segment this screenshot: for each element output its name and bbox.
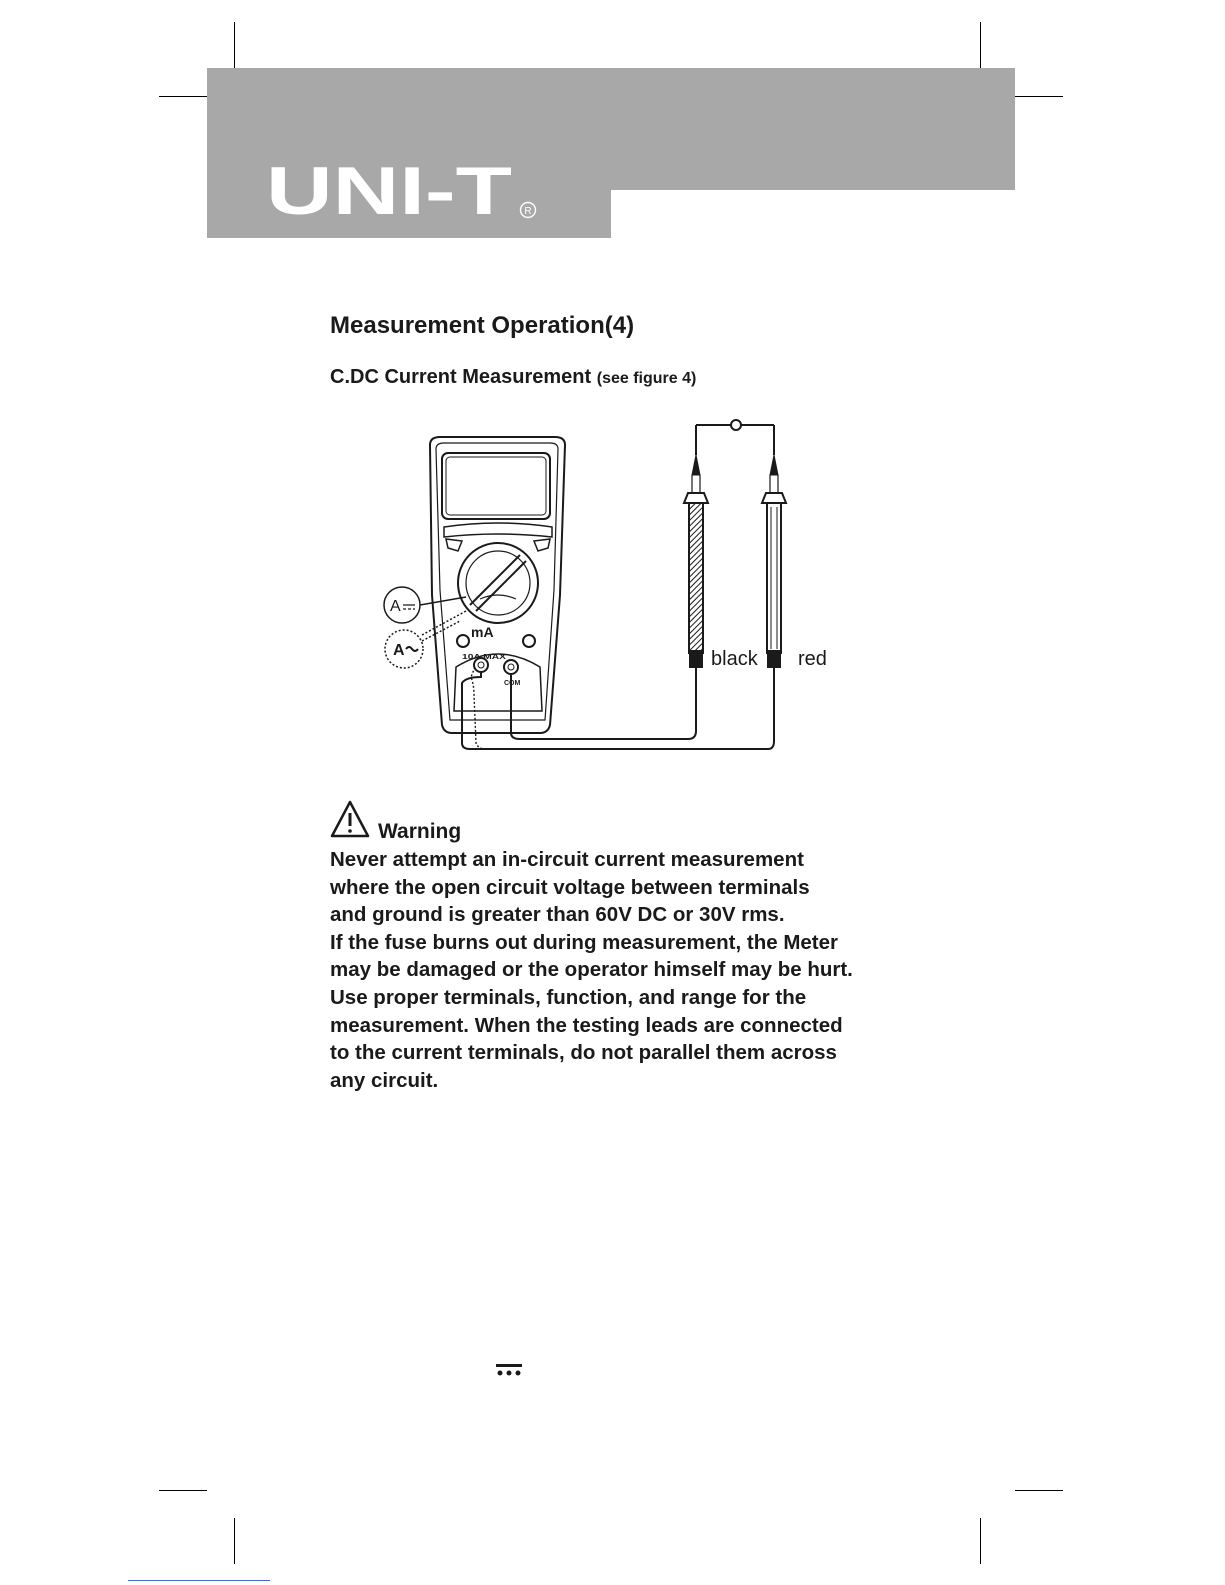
- probe-red-handle: [767, 503, 781, 653]
- section-title-text: C.DC Current Measurement: [330, 366, 592, 388]
- warning-body: [330, 846, 930, 1094]
- bottom-edge-line: [128, 1580, 270, 1581]
- meter-body: [430, 437, 565, 733]
- meter-button-bar: [444, 523, 552, 537]
- probe-red-end: [768, 651, 780, 667]
- figure-dc-current-measurement: [370, 415, 850, 765]
- probe-red-guard: [762, 493, 786, 503]
- probe-red-handle-lines: [771, 507, 777, 649]
- warning-line: may be damaged or the operator himself may be hurt.: [330, 958, 853, 982]
- crop-mark-bottom-right-vertical: [980, 1518, 981, 1564]
- probe-black-handle: [689, 503, 703, 653]
- warning-line: If the fuse burns out during measurement, the Meter: [330, 930, 839, 954]
- warning-line: to the current terminals, do not parallel them across: [330, 1041, 837, 1065]
- meter-display: [442, 453, 550, 519]
- meter-display-inner: [446, 457, 546, 515]
- meter-button-left: [446, 539, 462, 551]
- callout-line-dc-amps: [420, 597, 466, 605]
- circuit-load-icon: [731, 420, 741, 430]
- warning-line: Never attempt an in-circuit current measurement: [330, 848, 804, 871]
- terminal-ma: [457, 635, 469, 647]
- terminal-com: [504, 660, 518, 674]
- terminal-ma-label: mA: [471, 624, 494, 640]
- crop-mark-top-left-horizontal: [159, 96, 207, 97]
- crop-mark-bottom-left-vertical: [234, 1518, 235, 1564]
- meter-button-right: [534, 539, 550, 551]
- figure-reference: (see figure 4): [596, 370, 697, 387]
- terminals-panel: [454, 654, 542, 711]
- lead-wire-10a-dotted: [471, 667, 486, 749]
- warning-line: and ground is greater than 60V DC or 30V rms.: [330, 903, 785, 927]
- warning-line: where the open circuit voltage between terminals: [330, 875, 810, 899]
- dc-current-symbol-icon: [496, 1362, 522, 1378]
- warning-line: measurement. When the testing leads are connected: [330, 1013, 843, 1037]
- warning-line: any circuit.: [330, 1068, 439, 1092]
- probe-black-guard: [684, 493, 708, 503]
- callout-dc-amps-label: A: [390, 598, 401, 615]
- probe-black-shaft: [692, 475, 700, 493]
- lead-black-label: black: [711, 648, 758, 670]
- rotary-pointer: [470, 555, 526, 611]
- terminal-10a-label: 10A MAX: [462, 654, 507, 661]
- terminal-com-label: COM: [504, 680, 521, 687]
- meter-inner-outline: [436, 443, 558, 720]
- warning-header: [330, 800, 630, 842]
- logo-text: UNI-T: [266, 162, 512, 222]
- rotary-dial: [458, 543, 538, 623]
- crop-mark-bottom-left-horizontal: [159, 1490, 207, 1491]
- probe-tips: [692, 455, 778, 475]
- terminal-10a-inner: [478, 662, 484, 668]
- warning-line: Use proper terminals, function, and range for the: [330, 985, 807, 1009]
- terminal-com-inner: [508, 664, 514, 670]
- section-title: [330, 366, 696, 389]
- callout-ac-amps-label: A: [393, 642, 405, 659]
- warning-triangle-icon: [330, 800, 370, 838]
- terminal-v: [523, 635, 535, 647]
- uni-t-logo: [266, 162, 538, 222]
- lead-wire-black: [511, 665, 696, 739]
- crop-mark-top-left-vertical: [234, 22, 235, 68]
- rotary-knob-arc: [480, 595, 516, 599]
- crop-mark-top-right-horizontal: [1015, 96, 1063, 97]
- probe-red-shaft: [770, 475, 778, 493]
- crop-mark-bottom-right-horizontal: [1015, 1490, 1063, 1491]
- crop-mark-top-right-vertical: [980, 22, 981, 68]
- lead-wire-red: [462, 665, 774, 749]
- page-heading: Measurement Operation(4): [330, 312, 635, 339]
- warning-title: Warning: [378, 820, 462, 843]
- probe-black-end: [690, 651, 702, 667]
- registered-mark-text: R: [524, 206, 532, 217]
- rotary-dial-knob: [466, 551, 530, 615]
- lead-red-label: red: [798, 648, 827, 670]
